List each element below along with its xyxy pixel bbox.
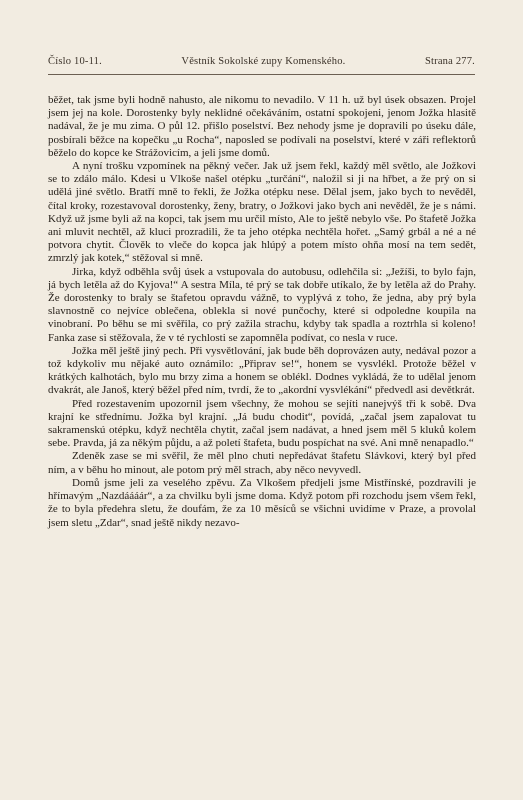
- page-number: Strana 277.: [424, 56, 475, 67]
- paragraph-1: běžet, tak jsme byli hodně nahusto, ale nikomu to nevadilo. V 11 h. už byl úsek obsazen. Projel jsem jej na kole. Dorostenky byly neklidné očekáváním, ostatní spokojeni, jenom Jožka hlasitě nadával, že je mu zima. O půl 12. přišlo poselství. Bez nehody jsme je dopravili po úseku dále, posbírali běžce na kopečku „u Rocha“, naposled se podívali na poselství, které v záři reflektorů běželo do kopce ke Strážovicím, a jeli jsme domů.: [48, 94, 476, 159]
- header-rule: [48, 74, 475, 75]
- paragraph-6: Zdeněk zase se mi svěřil, že měl plno chuti nepředávat štafetu Slávkovi, který byl před ním, a v běhu ho minout, ale potom prý měl strach, aby něco nevyvedl.: [48, 450, 476, 476]
- article-body: [48, 94, 476, 530]
- paragraph-2: A nyní trošku vzpomínek na pěkný večer. Jak už jsem řekl, každý měl světlo, ale Jožkovi se to zdálo málo. Kdesi u Vlkoše našel otépku „turčání“, naložil si ji na hřbet, a že prý on si udělá jiné světlo. Bratří mně to řekli, že Jožka otépku nese. Dělal jsem, jako bych to nevěděl, čítal kroky, rozestavoval dorostenky, ženy, bratry, o Jožkovi jako bych ani nevěděl, že je s námi. Když už jsme byli až na kopci, tak jsem mu určil místo, Ale to ještě nebylo vše. Po štafetě Jožka ani mluvit nechtěl, až kluci prozradili, že ta jeho otépka nechtěla hořet. „Samý grbál a né a né potvora chytit. Člověk to vleče do kopca jak hlúpý a potem místo ohňa mosí na tem sedět, zmrzlý jak kotek,“ stěžoval si mně.: [48, 160, 476, 265]
- running-header: [48, 56, 475, 67]
- issue-number: Číslo 10-11.: [48, 56, 102, 67]
- paragraph-3: Jirka, když odběhla svůj úsek a vstupovala do autobusu, odlehčila si: „Ježíši, to bylo fajn, já bych letěla až do Kyjova!“ A sestra Míla, té prý se tak dobře utíkalo, že by letěla až do Prahy. Že dorostenky to braly se štafetou opravdu vážně, to vyplývá z toho, že jedna, aby prý byla slavnostně co nejvíce oblečena, oblekla si nové punčochy, které si odpoledne koupila na vinobraní. Po běhu se mi svěřila, co prý zažila strachu, kdyby tak spadla a roztrhla si koleno! Fanka zase si stěžovala, že v té rychlosti se zapomněla podívat, co nesla v ruce.: [48, 265, 476, 344]
- paragraph-5: Před rozestavením upozornil jsem všechny, že mohou se sejíti nanejvýš tři k sobě. Dva krajní ke střednímu. Jožka byl krajní. „Já budu chodit“, povídá, „začal jsem zapalovat tu sakramenskú otépku, když nechtěla chytit, začal jsem nadávat, a hned jsem měl 5 kluků kolem sebe. Pravda, já za někým půjdu, a až poletí štafeta, budu pospíchat na své. Ani mně nenapadlo.“: [48, 397, 476, 450]
- paragraph-4: Jožka měl ještě jiný pech. Při vysvětlování, jak bude běh doprovázen auty, nedával pozor a tož kdykoliv mu nějaké auto oznámilo: „Připrav se!“, honem se vysvlékl. Protože běžel v krátkých kalhotách, bylo mu brzy zima a honem se oblékl. Dodnes vykládá, že to udělal jenom dvakrát, ale Janoš, který běžel před ním, tvrdí, že to „akordní vysvlékání“ předvedl asi devětkrát.: [48, 344, 476, 397]
- paragraph-7: Domů jsme jeli za veselého zpěvu. Za Vlkošem předjeli jsme Mistřínské, pozdravili je hřímavým „Nazdáááár“, a za chvilku byli jsme doma. Když potom při rozchodu jsem všem řekl, že to byla předehra sletu, že doufám, že za 10 měsíců se všichni uvidíme v Praze, a provolal jsem sletu „Zdar“, snad ještě nikdy nezavo-: [48, 476, 476, 529]
- journal-title: Věstník Sokolské zupy Komenského.: [181, 56, 346, 67]
